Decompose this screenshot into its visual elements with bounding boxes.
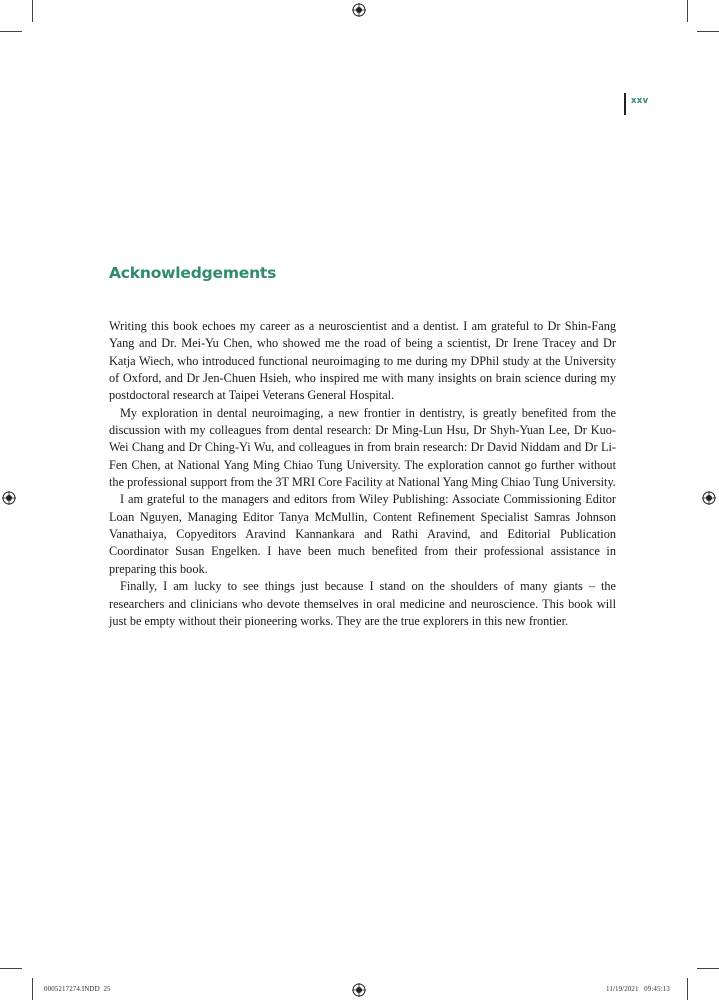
slug-file-name: 0005217274.INDD 25 — [44, 985, 111, 993]
section-heading: Acknowledgements — [109, 264, 277, 282]
registration-target-icon — [352, 983, 366, 997]
crop-mark-right-top — [697, 31, 719, 32]
crop-mark-bottom-right — [687, 978, 688, 1000]
paragraph-2: My exploration in dental neuroimaging, a new frontier in dentistry, is greatly benefited from the discussion with my colleagues from dental research: Dr Ming-Lun Hsu, Dr Shyh-Yuan Lee, Dr Kuo-Wei Chang and Dr Ching-Yi Wu, and colleagues in from brain research: Dr David Niddam and Dr Li-Fen Chen, at National Yang Ming Chiao Tung University. The exploration cannot go further without the professional support from the 3T MRI Core Facility at National Yang Ming Chiao Tung University. — [109, 405, 616, 490]
page-number: xxv — [624, 93, 648, 115]
registration-target-icon — [702, 491, 716, 505]
crop-mark-top-right — [687, 0, 688, 22]
paragraph-4: Finally, I am lucky to see things just because I stand on the shoulders of many giants – the researchers and clinicians who devote themselves in oral medicine and neuroscience. This book will just be empty without their pioneering works. They are the true explorers in this new frontier. — [109, 579, 616, 628]
slug-timestamp: 11/19/2021 09:45:13 — [606, 985, 670, 993]
crop-mark-left-bottom — [0, 968, 22, 969]
body-text — [109, 318, 616, 630]
crop-mark-right-bottom — [697, 968, 719, 969]
crop-mark-bottom-left — [32, 978, 33, 1000]
registration-target-icon — [352, 3, 366, 17]
paragraph-1: Writing this book echoes my career as a neuroscientist and a dentist. I am grateful to Dr Shin-Fang Yang and Dr. Mei-Yu Chen, who showed me the road of being a scientist, Dr Irene Tracey and Dr Katja Wiech, who introduced functional neuroimaging to me during my DPhil study at the University of Oxford, and Dr Jen-Chuen Hsieh, who inspired me with many insights on brain science during my postdoctoral research at Taipei Veterans General Hospital. — [109, 319, 616, 403]
crop-mark-top-left — [32, 0, 33, 22]
paragraph-3: I am grateful to the managers and editors from Wiley Publishing: Associate Commissioning Editor Loan Nguyen, Managing Editor Tanya McMullin, Content Refinement Specialist Samras Johnson Vanathaiya, Copyeditors Aravind Kannankara and Rathi Aravind, and Editorial Publication Coordinator Susan Engelken. I have been much benefited from their professional assistance in preparing this book. — [109, 492, 616, 576]
registration-target-icon — [2, 491, 16, 505]
crop-mark-left-top — [0, 31, 22, 32]
